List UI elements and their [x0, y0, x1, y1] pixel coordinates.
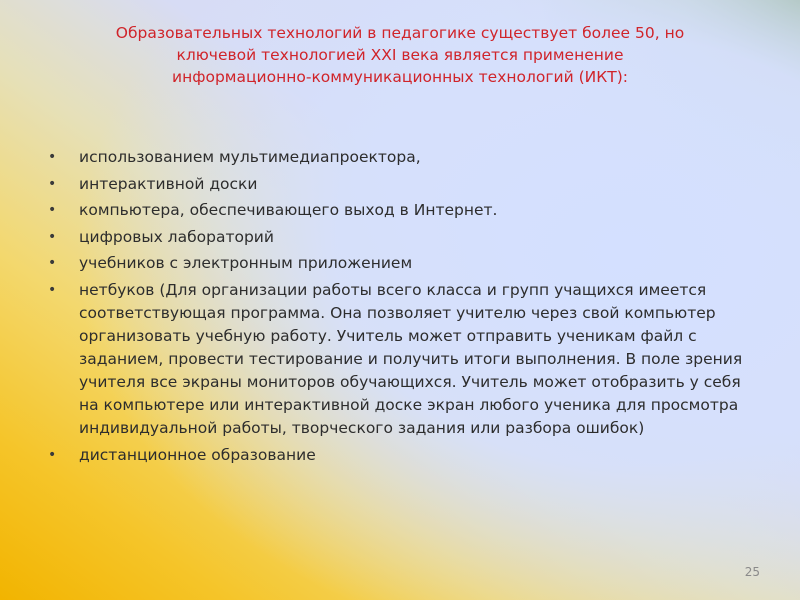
- bullet-icon: •: [48, 228, 57, 245]
- list-item-text: интерактивной доски: [79, 174, 258, 193]
- list-item-text: дистанционное образование: [79, 445, 316, 464]
- list-item: [48, 146, 763, 169]
- bullet-icon: •: [48, 255, 57, 272]
- bullet-icon: •: [48, 175, 57, 192]
- list-item-text: учебников с электронным приложением: [79, 254, 413, 273]
- list-item: [48, 173, 763, 196]
- list-item: [48, 444, 763, 467]
- list-item: [48, 226, 763, 249]
- bullet-list: [48, 146, 763, 470]
- list-item-text: компьютера, обеспечивающего выход в Интернет.: [79, 201, 498, 220]
- bullet-icon: •: [48, 281, 57, 298]
- list-item-text: цифровых лабораторий: [79, 227, 274, 246]
- bullet-icon: •: [48, 202, 57, 219]
- list-item: [48, 252, 763, 275]
- list-item-text: использованием мультимедиапроектора,: [79, 148, 421, 166]
- list-item: [48, 199, 763, 222]
- bullet-icon: •: [48, 149, 57, 165]
- page-number: 25: [744, 565, 760, 579]
- bullet-icon: •: [48, 446, 57, 463]
- slide-title: Образовательных технологий в педагогике существует более 50, но ключевой технологией XXI века является применение информационно-коммуникационных технологий (ИКТ):: [115, 24, 685, 86]
- list-item-text: нетбуков (Для организации работы всего класса и групп учащихся имеется соответствующая программа. Она позволяет учителю через свой компьютер организовать учебную работу. Учитель может отправить ученикам файл с заданием, провести тестирование и получить итоги выполнения. В поле зрения учителя все экраны мониторов обучающихся. Учитель может отобразить у себя на компьютере или интерактивной доске экран любого ученика для просмотра индивидуальной работы, творческого задания или разбора ошибок): [79, 280, 743, 437]
- list-item: [48, 279, 763, 440]
